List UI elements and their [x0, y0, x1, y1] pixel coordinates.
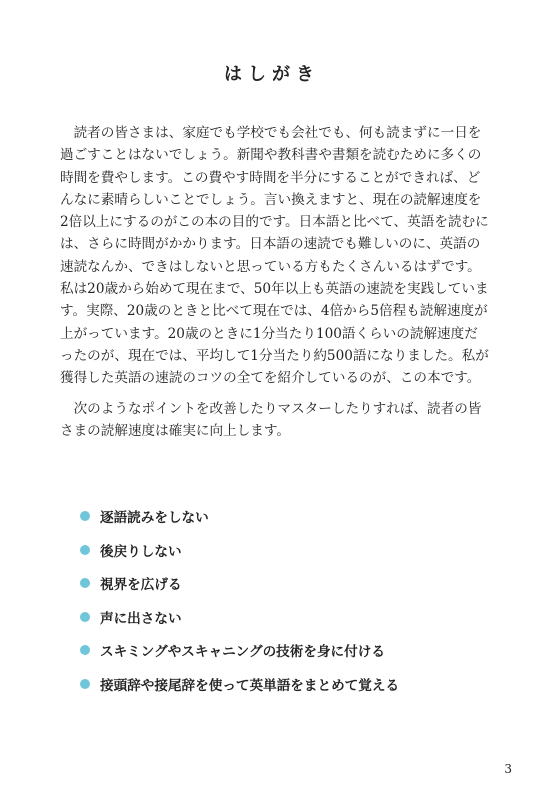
bullet-icon — [80, 645, 90, 655]
list-item-label: 後戻りしない — [100, 543, 182, 560]
list-item — [80, 567, 500, 599]
list-item — [80, 534, 500, 566]
list-item-label: スキミングやスキャニングの技術を身に付ける — [100, 644, 385, 661]
list-item — [80, 601, 500, 633]
paragraph-lead-in: 次のようなポイントを改善したりマスターしたりすれば、読者の皆さまの読解速度は確実に向上します。 — [60, 400, 482, 439]
list-item-label: 逐語読みをしない — [100, 510, 209, 526]
list-item — [80, 500, 500, 532]
bullet-icon — [80, 545, 90, 555]
list-item-label: 視界を広げる — [100, 577, 182, 594]
list-item — [80, 634, 500, 666]
page-title: はしがき — [224, 64, 320, 85]
list-item-label: 接頭辞や接尾辞を使って英単語をまとめて覚える — [100, 677, 400, 694]
body-text — [60, 122, 490, 442]
paragraph-intro: 読者の皆さまは、家庭でも学校でも会社でも、何も読まずに一日を過ごすことはないでしょう。新聞や教科書や書類を読むために多くの時間を費やします。この費やす時間を半分にすることができれば、どんなに素晴らしいことでしょう。言い換えますと、現在の読解速度を2倍以上にするのがこの本の目的です。日本語と比べて、英語を読むには、さらに時間がかかります。日本語の速読でも難しいのに、英語の速読なんか、できはしないと思っている方もたくさんいるはずです。私は20歳から始めて現在まで、50年以上も英語の速読を実践しています。実際、20歳のときと比べて現在では、4倍から5倍程も読解速度が上がっています。20歳のときに1分当たり100語くらいの読解速度だったのが、現在では、平均して1分当たり約500語になりました。私が獲得した英語の速読のコツの全てを紹介しているのが、この本です。 — [60, 125, 489, 387]
points-list — [80, 500, 500, 702]
bullet-icon — [80, 679, 90, 689]
bullet-icon — [80, 578, 90, 588]
bullet-icon — [80, 511, 90, 521]
bullet-icon — [80, 612, 90, 622]
page-number: 3 — [504, 762, 512, 776]
list-item — [80, 668, 500, 700]
list-item-label: 声に出さない — [100, 610, 182, 627]
